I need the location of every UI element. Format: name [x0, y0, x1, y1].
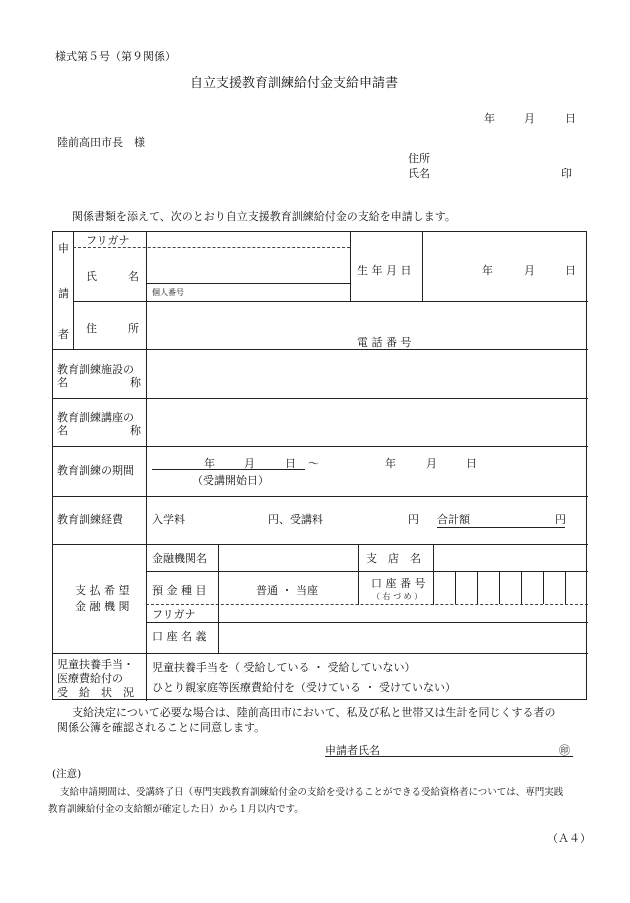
period-start-year: 年 [204, 457, 215, 470]
notes-line-2: 教育訓練給付金の支給額が確定した日）から１月以内です。 [48, 804, 304, 815]
dob-label: 生 年 月 日 [357, 264, 412, 277]
paper-size-mark: （Ａ４） [547, 832, 591, 845]
header-name-label: 氏名 [408, 167, 430, 180]
bank-label-line2: 金 融 機 関 [75, 600, 130, 613]
period-start-underline [152, 469, 305, 470]
total-amount-label: 合計額 [437, 513, 470, 526]
admission-fee-label: 入学料 [152, 513, 185, 526]
dob-day: 日 [565, 264, 576, 277]
notes-line-1: 支給申請期間は、受講終了日（専門実践教育訓練給付金の支給を受けることができる受給資格者については、専門実践 [60, 787, 564, 798]
allowance-label-line2: 医療費給付の [57, 672, 123, 685]
allowance-label-line3: 受 給 状 況 [57, 686, 134, 699]
applicant-address-label-1: 住 [86, 322, 97, 335]
signer-name-field [325, 742, 573, 757]
medical-benefit-status: ひとり親家庭等医療費給付を（受けている ・ 受けていない） [152, 681, 456, 694]
applicant-side-label-3: 者 [58, 328, 69, 341]
consent-line-1: 支給決定について必要な場合は、陸前高田市において、私及び私と世帯又は生計を同じくする者の [72, 706, 556, 719]
bank-label-line1: 支 払 希 望 [75, 584, 130, 597]
form-number: 様式第５号（第９関係） [55, 50, 176, 63]
facility-label-title: 称 [130, 376, 141, 389]
header-date-day: 日 [565, 112, 576, 125]
tuition-fee-label: 円、受講料 [268, 513, 323, 526]
phone-label: 電 話 番 号 [357, 336, 412, 349]
applicant-name-label-1: 氏 [86, 270, 97, 283]
course-label-name: 名 [57, 424, 68, 437]
header-date-month: 月 [524, 112, 535, 125]
total-amount-field [437, 511, 565, 528]
total-yen: 円 [555, 513, 566, 526]
account-number-label: 口 座 番 号 [371, 577, 426, 590]
addressee: 陸前高田市長 様 [57, 136, 145, 149]
personal-number-label: 個人番号 [152, 288, 184, 297]
consent-line-2: 関係公簿を確認されることに同意します。 [57, 721, 266, 734]
tuition-yen: 円 [408, 513, 419, 526]
header-address-label: 住所 [408, 152, 430, 165]
deposit-type-label: 預 金 種 目 [152, 584, 207, 597]
period-start-day: 日 [285, 457, 296, 470]
branch-label: 支 店 名 [366, 552, 421, 565]
applicant-name-label-2: 名 [128, 270, 139, 283]
period-end-year: 年 [385, 457, 396, 470]
dob-year: 年 [482, 264, 493, 277]
applicant-furigana-label: フリガナ [86, 234, 130, 247]
applicant-side-label-1: 申 [58, 242, 69, 255]
deposit-type-options: 普通 ・ 当座 [256, 584, 318, 597]
period-start-month: 月 [244, 457, 255, 470]
signer-seal-mark: ㊞ [559, 744, 570, 757]
period-tilde: 〜 [308, 457, 319, 470]
signer-name-label: 申請者氏名 [325, 744, 380, 757]
facility-label-name: 名 [57, 376, 68, 389]
account-number-note: （ 右 づ め ） [372, 592, 423, 601]
period-end-month: 月 [426, 457, 437, 470]
child-allowance-status: 児童扶養手当を（ 受給している ・ 受給していない） [152, 661, 416, 674]
intro-text: 関係書類を添えて、次のとおり自立支援教育訓練給付金の支給を申請します。 [72, 210, 456, 223]
course-label-title: 称 [130, 424, 141, 437]
account-holder-label: 口 座 名 義 [152, 630, 207, 643]
period-start-note: （受講開始日） [192, 474, 269, 487]
notes-title: (注意) [52, 768, 82, 780]
allowance-label-line1: 児童扶養手当・ [57, 658, 134, 671]
applicant-address-label-2: 所 [128, 322, 139, 335]
period-label: 教育訓練の期間 [57, 464, 134, 477]
course-label-line1: 教育訓練講座の [57, 411, 134, 424]
facility-label-line1: 教育訓練施設の [57, 363, 134, 376]
header-seal-mark: 印 [561, 167, 572, 180]
form-title: 自立支援教育訓練給付金支給申請書 [190, 76, 399, 91]
cost-label: 教育訓練経費 [57, 513, 123, 526]
header-date-year: 年 [484, 112, 495, 125]
applicant-side-label-2: 請 [58, 287, 69, 300]
institution-label: 金融機関名 [152, 552, 207, 565]
bank-furigana-label: フリガナ [152, 608, 196, 621]
dob-month: 月 [524, 264, 535, 277]
period-end-day: 日 [466, 457, 477, 470]
